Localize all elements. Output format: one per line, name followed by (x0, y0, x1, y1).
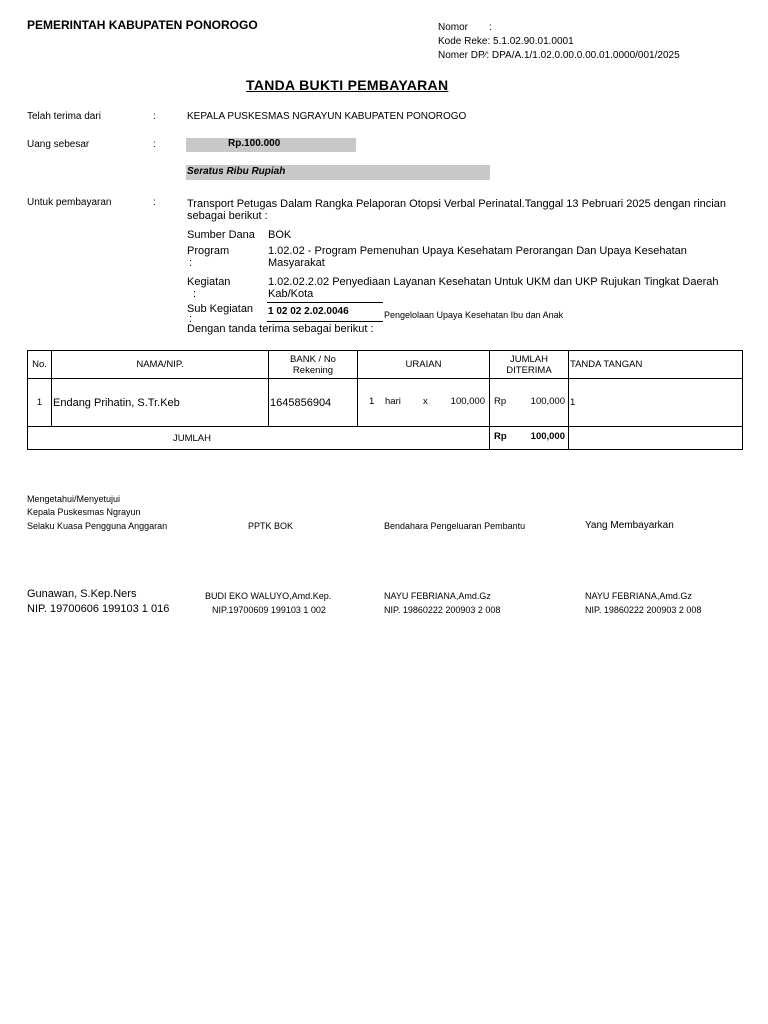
amount-value: Rp.100.000 (228, 138, 281, 149)
sub-kegiatan-separator: : (189, 313, 193, 325)
nomor-separator: : (489, 22, 492, 33)
table-row (28, 379, 743, 427)
payment-description: Transport Petugas Dalam Rangka Pelaporan Otopsi Verbal Perinatal.Tanggal 13 Pebruari 2025 dengan rincian sebagai berikut : (187, 198, 726, 222)
uraian-qty: 1 (369, 395, 375, 407)
cell-ttd: 1 (569, 379, 743, 427)
table-header-row (28, 351, 743, 379)
cell-no: 1 (28, 379, 52, 427)
program-label: Program (187, 245, 230, 257)
payment-table (27, 350, 743, 450)
header-ttd: TANDA TANGAN (569, 351, 743, 379)
total-ttd-cell (569, 427, 743, 450)
amount-value-box (186, 138, 356, 152)
total-currency: Rp (494, 431, 507, 442)
kegiatan-value: 1.02.02.2.02 Penyediaan Layanan Kesehatan Untuk UKM dan UKP Rujukan Tingkat Daerah Kab/Kota (268, 276, 719, 300)
closing-text: Dengan tanda terima sebagai berikut : (187, 323, 374, 335)
payment-for-label: Untuk pembayaran (27, 197, 112, 208)
cell-nama: Endang Prihatin, S.Tr.Keb (52, 379, 269, 427)
bendahara-nip: NIP. 19860222 200903 2 008 (384, 605, 501, 615)
program-separator: : (189, 257, 193, 269)
kode-rekening: Kode Reke: 5.1.02.90.01.0001 (438, 36, 574, 47)
sumber-dana-label: Sumber Dana (187, 229, 255, 241)
sub-kegiatan-code: 1 02 02 2.02.0046 (268, 306, 349, 317)
sub-kegiatan-name: Pengelolaan Upaya Kesehatan Ibu dan Anak (384, 310, 564, 320)
sub-kegiatan-bottom-rule (267, 321, 383, 322)
header-no: No. (28, 351, 52, 379)
amount-in-words-box (186, 165, 490, 180)
program-value: 1.02.02 - Program Pemenuhan Upaya Kesehatam Perorangan Dan Upaya Kesehatan Masyarakat (268, 245, 687, 269)
table-total-row (28, 427, 743, 450)
nomor-label: Nomor (438, 22, 469, 33)
cell-rekening: 1645856904 (269, 379, 358, 427)
jumlah-amount: 100,000 (530, 395, 565, 407)
nomor-dpa: Nomer DP⁄: DPA/A.1/1.02.0.00.0.00.01.0000/001/2025 (438, 50, 680, 61)
amount-in-words: Seratus Ribu Rupiah (187, 166, 286, 177)
amount-separator: : (153, 139, 156, 150)
received-from-value: KEPALA PUSKESMAS NGRAYUN KABUPATEN PONOROGO (187, 111, 467, 122)
total-cell (490, 427, 569, 450)
header-uraian: URAIAN (358, 351, 490, 379)
kpa-line3: Selaku Kuasa Pengguna Anggaran (27, 521, 168, 531)
kpa-name: Gunawan, S.Kep.Ners (27, 588, 137, 600)
uraian-rate: 100,000 (450, 395, 485, 407)
kegiatan-separator: : (193, 288, 197, 300)
cell-jumlah (490, 379, 569, 427)
sub-kegiatan-top-rule (267, 302, 383, 303)
payment-for-separator: : (153, 197, 156, 208)
payer-name: NAYU FEBRIANA,Amd.Gz (585, 591, 692, 601)
total-amount: 100,000 (530, 431, 565, 442)
sumber-dana-value: BOK (268, 229, 292, 241)
received-from-label: Telah terima dari (27, 111, 101, 122)
header-nama: NAMA/NIP. (52, 351, 269, 379)
bendahara-name: NAYU FEBRIANA,Amd.Gz (384, 591, 491, 601)
received-from-separator: : (153, 111, 156, 122)
kpa-line1: Mengetahui/Menyetujui (27, 494, 121, 504)
payer-nip: NIP. 19860222 200903 2 008 (585, 605, 702, 615)
pptk-role: PPTK BOK (248, 521, 294, 531)
uraian-x: x (423, 395, 428, 407)
bendahara-role: Bendahara Pengeluaran Pembantu (384, 521, 526, 531)
kpa-line2: Kepala Puskesmas Ngrayun (27, 507, 141, 517)
amount-label: Uang sebesar (27, 139, 90, 150)
cell-uraian (358, 379, 490, 427)
header-jumlah: JUMLAH DITERIMA (490, 351, 569, 379)
sub-kegiatan-label: Sub Kegiatan (187, 303, 254, 315)
pptk-name: BUDI EKO WALUYO,Amd.Kep. (205, 591, 332, 601)
government-header: PEMERINTAH KABUPATEN PONOROGO (27, 18, 258, 32)
payer-role: Yang Membayarkan (585, 520, 674, 531)
uraian-unit: hari (385, 395, 401, 407)
document-title: TANDA BUKTI PEMBAYARAN (246, 77, 449, 93)
kegiatan-label: Kegiatan (187, 276, 231, 288)
pptk-nip: NIP.19700609 199103 1 002 (212, 605, 326, 615)
header-bank: BANK / No Rekening (269, 351, 358, 379)
kpa-nip: NIP. 19700606 199103 1 016 (27, 603, 170, 615)
jumlah-currency: Rp (494, 395, 507, 407)
total-label: JUMLAH (28, 427, 490, 450)
